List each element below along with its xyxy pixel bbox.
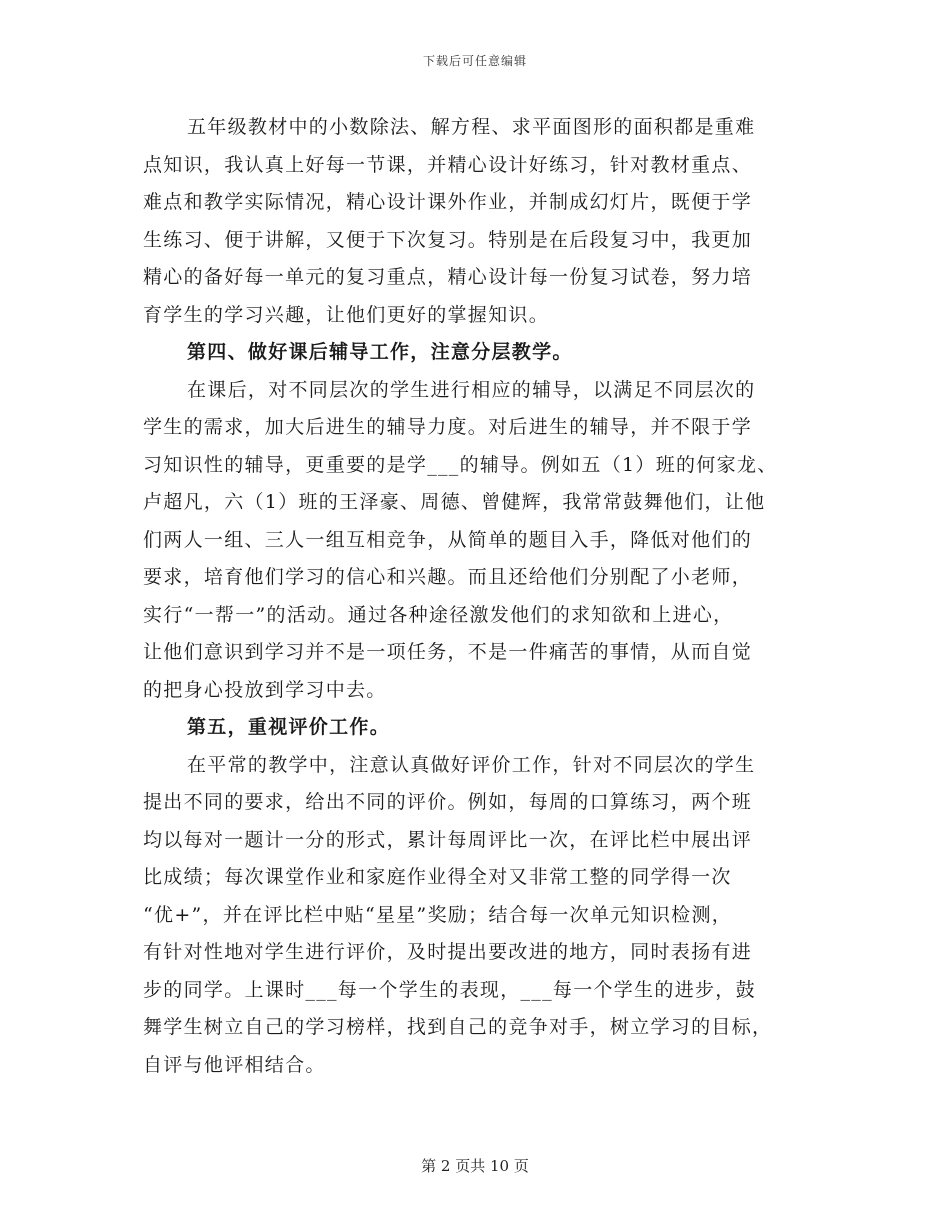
text-line: 让他们意识到学习并不是一项任务，不是一件痛苦的事情，从而自觉 — [143, 641, 753, 663]
section-heading: 第五，重视评价工作。 — [187, 716, 391, 738]
text-line: 舞学生树立自己的学习榜样，找到自己的竞争对手，树立学习的目标， — [143, 1016, 773, 1038]
text-line: 在课后，对不同层次的学生进行相应的辅导，以满足不同层次的 — [187, 378, 756, 401]
text-line: 在平常的教学中，注意认真做好评价工作，针对不同层次的学生 — [187, 753, 756, 776]
text-line: 学生的需求，加大后进生的辅导力度。对后进生的辅导，并不限于学 — [143, 416, 753, 438]
text-line: 育学生的学习兴趣，让他们更好的掌握知识。 — [143, 303, 550, 326]
text-line: 五年级教材中的小数除法、解方程、求平面图形的面积都是重难 — [187, 116, 756, 138]
section-heading: 第四、做好课后辅导工作，注意分层教学。 — [187, 341, 573, 363]
text-line: 的把身心投放到学习中去。 — [143, 678, 387, 701]
page-number-footer: 第 2 页共 10 页 — [421, 1157, 529, 1175]
text-line: 实行“一帮一”的活动。通过各种途径激发他们的求知欲和上进心， — [143, 603, 734, 626]
text-line: 们两人一组、三人一组互相竞争，从简单的题目入手，降低对他们的 — [143, 528, 753, 551]
text-line: 精心的备好每一单元的复习重点，精心设计每一份复习试卷，努力培 — [143, 266, 753, 288]
text-line: 习知识性的辅导，更重要的是学___的辅导。例如五（1）班的何家龙、 — [143, 453, 778, 476]
text-line: 要求，培育他们学习的信心和兴趣。而且还给他们分别配了小老师， — [143, 566, 753, 588]
text-line: 步的同学。上课时___每一个学生的表现，___每一个学生的进步，鼓 — [143, 978, 756, 1001]
text-line: 生练习、便于讲解，又便于下次复习。特别是在后段复习中，我更加 — [143, 228, 753, 251]
document-body — [143, 109, 807, 1084]
text-line: “优+”，并在评比栏中贴“星星”奖励；结合每一次单元知识检测， — [143, 903, 733, 926]
text-line: 自评与他评相结合。 — [143, 1053, 326, 1076]
text-line: 有针对性地对学生进行评价，及时提出要改进的地方，同时表扬有进 — [143, 941, 753, 963]
text-line: 提出不同的要求，给出不同的评价。例如，每周的口算练习，两个班 — [143, 791, 753, 813]
text-line: 均以每对一题计一分的形式，累计每周评比一次，在评比栏中展出评 — [143, 828, 753, 851]
text-line: 比成绩；每次课堂作业和家庭作业得全对又非常工整的同学得一次 — [143, 866, 732, 888]
text-line: 点知识，我认真上好每一节课，并精心设计好练习，针对教材重点、 — [143, 153, 753, 176]
text-line: 卢超凡，六（1）班的王泽豪、周德、曾健辉，我常常鼓舞他们，让他 — [143, 491, 766, 513]
text-line: 难点和教学实际情况，精心设计课外作业，并制成幻灯片，既便于学 — [143, 191, 753, 213]
page-header: 下载后可任意编辑 — [422, 54, 527, 68]
